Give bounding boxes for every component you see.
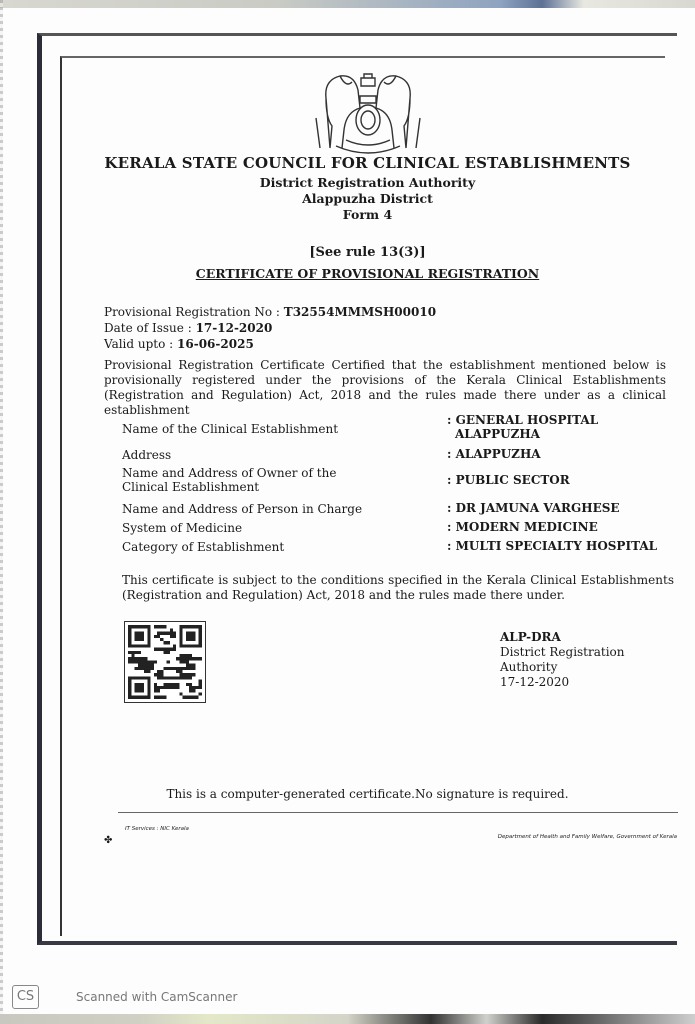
top-scan-edge	[0, 0, 695, 8]
form-number: Form 4	[342, 207, 393, 222]
detail-value: : ALAPPUZHA	[447, 447, 541, 461]
registration-number-label: Provisional Registration No :	[104, 305, 284, 319]
valid-upto	[104, 337, 254, 351]
left-scan-edge	[0, 0, 3, 1024]
authority-title: District Registration Authority	[259, 175, 476, 190]
signatory-date: 17-12-2020	[500, 675, 570, 689]
detail-label: Name of the Clinical Establishment	[122, 422, 339, 436]
detail-label: Name and Address of Owner of the Clinical Establishment	[122, 466, 337, 494]
council-title: KERALA STATE COUNCIL FOR CLINICAL ESTABLISHMENTS	[104, 154, 631, 172]
signatory-line2: Authority	[500, 660, 558, 674]
detail-label: System of Medicine	[122, 521, 243, 535]
department-credit: Department of Health and Family Welfare, Government of Kerala	[497, 834, 677, 840]
signatory-code: ALP-DRA	[500, 630, 561, 644]
district-title: Alappuzha District	[302, 191, 433, 206]
detail-value: : MODERN MEDICINE	[447, 520, 598, 534]
detail-value: : PUBLIC SECTOR	[447, 473, 570, 487]
registration-number-value: T32554MMMSH00010	[283, 305, 437, 319]
nic-logo-icon: ✤	[104, 835, 113, 846]
signatory-block	[500, 630, 625, 690]
date-of-issue-value: 17-12-2020	[195, 321, 273, 335]
rule-reference: [See rule 13(3)]	[309, 245, 426, 260]
qr-code-icon[interactable]	[124, 621, 206, 703]
detail-value-continued: ALAPPUZHA	[455, 427, 540, 441]
detail-value: : MULTI SPECIALTY HOSPITAL	[447, 539, 658, 553]
detail-label: Address	[122, 448, 172, 462]
bottom-scan-edge	[0, 1014, 695, 1024]
valid-upto-value: 16-06-2025	[177, 337, 254, 351]
registration-number	[104, 305, 436, 319]
conditions-paragraph: This certificate is subject to the conditions specified in the Kerala Clinical Establishments (Registration and Regulation) Act, 2018 and the rules made there under.	[122, 573, 674, 602]
detail-value: : DR JAMUNA VARGHESE	[447, 501, 620, 515]
detail-label: Name and Address of Person in Charge	[122, 502, 363, 516]
detail-label: Category of Establishment	[122, 540, 285, 554]
computer-generated-note: This is a computer-generated certificate.No signature is required.	[166, 787, 569, 801]
signatory-line1: District Registration	[500, 645, 625, 659]
camscanner-logo-icon: CS	[12, 985, 39, 1009]
camscanner-watermark: Scanned with CamScanner	[76, 990, 238, 1004]
footer-divider	[118, 812, 678, 813]
it-services-credit: IT Services : NIC Kerala	[125, 826, 189, 832]
intro-paragraph: Provisional Registration Certificate Certified that the establishment mentioned below is provisionally registered under the provisions of the Kerala Clinical Establishments (Registration and Regulation) Act, 2018 and the rules made there under as a clinical establishment	[104, 358, 666, 417]
kerala-emblem-icon	[306, 68, 430, 156]
detail-value: : GENERAL HOSPITAL	[447, 413, 599, 427]
certificate-title: CERTIFICATE OF PROVISIONAL REGISTRATION	[195, 266, 540, 281]
date-of-issue	[104, 321, 272, 335]
valid-upto-label: Valid upto :	[104, 337, 178, 351]
date-of-issue-label: Date of Issue :	[104, 321, 196, 335]
